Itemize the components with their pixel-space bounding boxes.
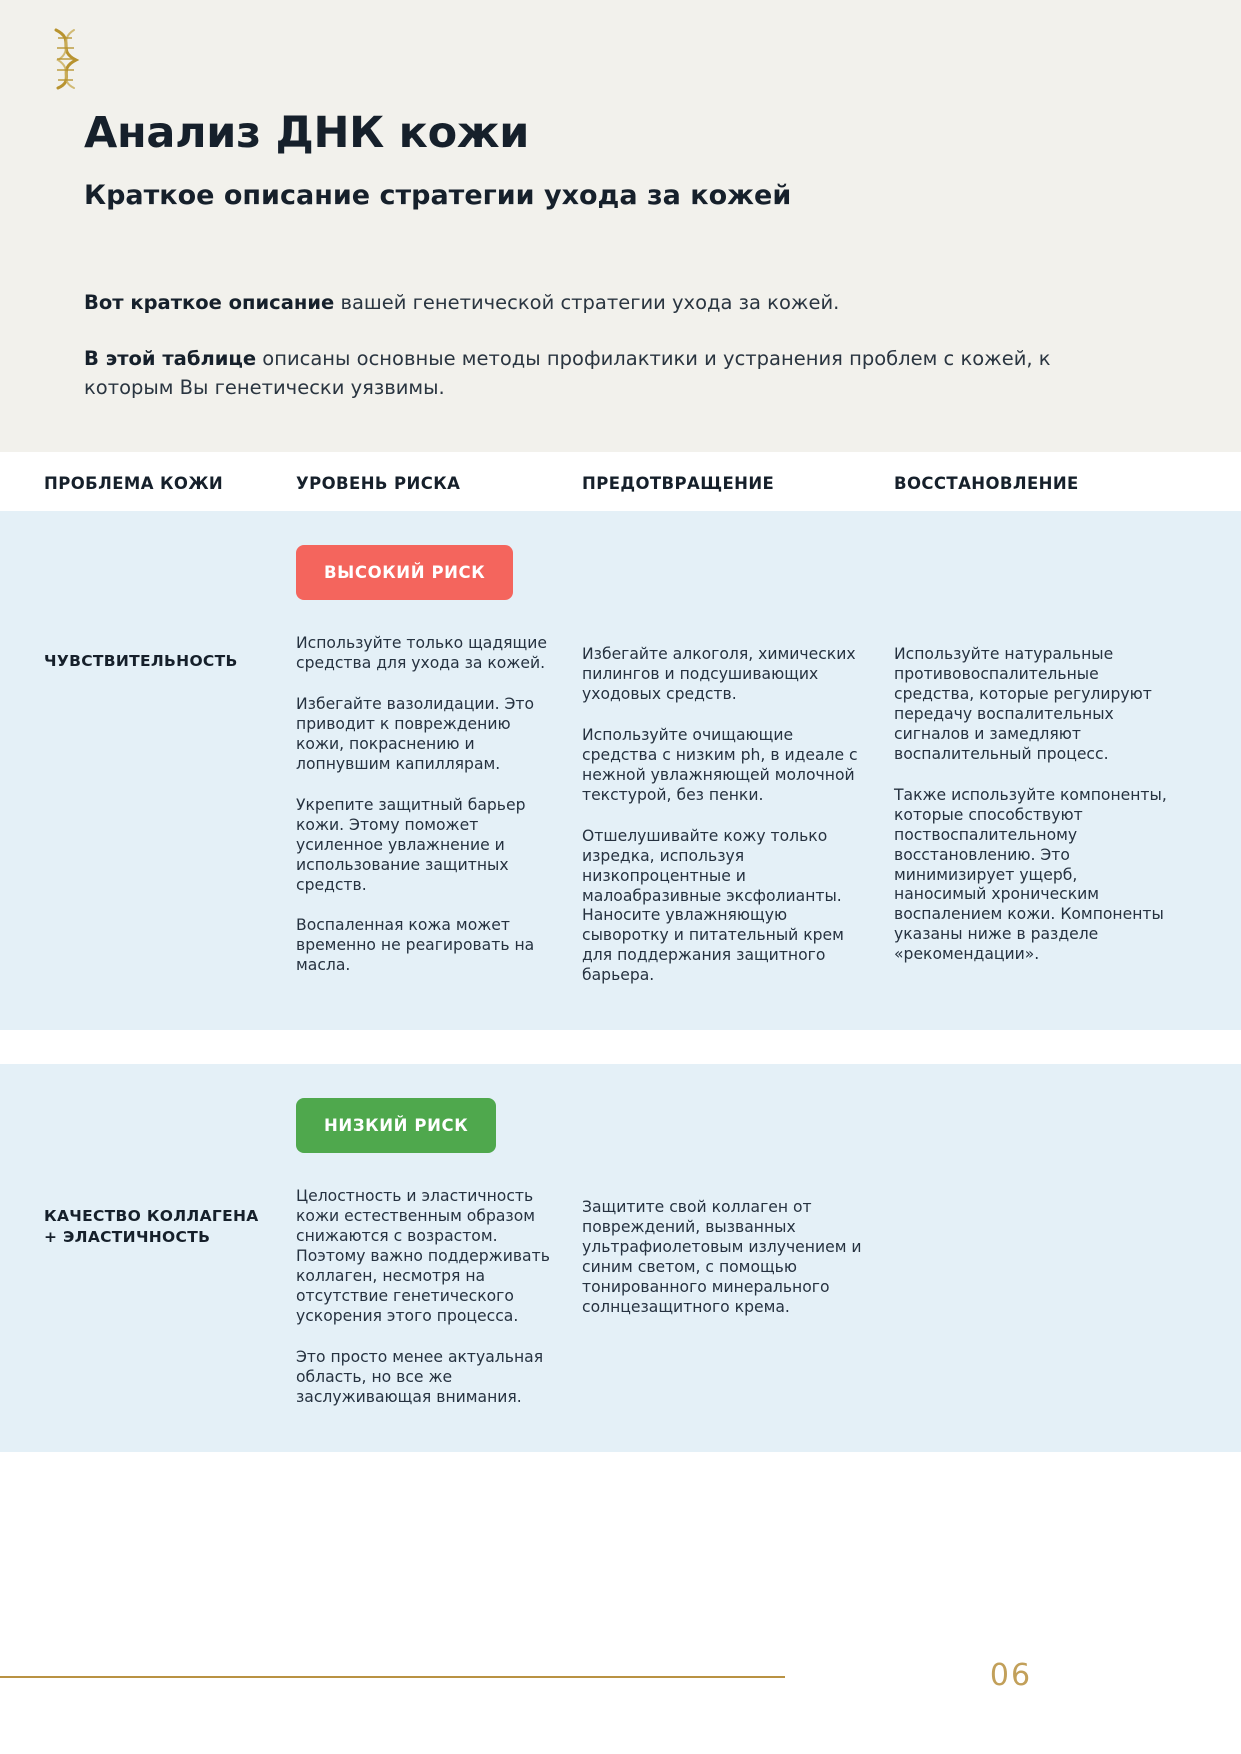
intro-paragraph-1-text: вашей генетической стратегии ухода за кожей. [334,290,840,314]
row-separator [0,1030,1241,1064]
status-badge: ВЫСОКИЙ РИСК [296,545,513,600]
row-risk-cell [296,1098,582,1408]
document-header [0,0,1241,452]
row-prevention-cell [582,545,894,986]
prevention-item: Защитите свой коллаген от повреждений, вызванных ультрафиолетовым излучением и синим светом, с помощью тонированного минерального солнцезащитного крема. [582,1198,862,1317]
column-header-risk: УРОВЕНЬ РИСКА [296,474,461,493]
risk-note: Используйте только щадящие средства для ухода за кожей. [296,634,547,672]
page-subtitle: Краткое описание стратегии ухода за кожей [84,180,792,211]
row-risk-notes [296,1187,556,1408]
row-risk-cell [296,545,582,986]
dna-logo-icon [46,28,86,90]
risk-note: Воспаленная кожа может временно не реагировать на масла. [296,916,535,975]
risk-note: Укрепите защитный барьер кожи. Этому поможет усиленное увлажнение и использование защитных средств. [296,795,526,894]
recovery-item: Также используйте компоненты, которые способствуют поствоспалительному восстановлению. Это минимизирует ущерб, наносимый хроническим воспалением кожи. Компоненты указаны ниже в разделе «рекомендации». [894,785,1167,964]
intro-paragraph-2-lead: В этой таблице [84,346,257,370]
row-prevention-cell [582,1098,894,1408]
table-header-row [0,452,1241,511]
footer-divider [0,1676,785,1678]
prevention-item: Используйте очищающие средства с низким ph, в идеале с нежной увлажняющей молочной текстурой, без пенки. [582,725,858,804]
risk-badge-holder [296,1098,556,1153]
row-problem-label: КАЧЕСТВО КОЛЛАГЕНА + ЭЛАСТИЧНОСТЬ [44,1207,259,1247]
column-header-problem: ПРОБЛЕМА КОЖИ [44,474,224,493]
risk-note: Это просто менее актуальная область, но все же заслуживающая внимания. [296,1347,544,1406]
page-title: Анализ ДНК кожи [84,108,530,158]
page-footer [0,1658,1241,1754]
risk-note: Избегайте вазолидации. Это приводит к повреждению кожи, покраснению и лопнувшим капиллярам. [296,694,535,773]
column-header-recovery: ВОССТАНОВЛЕНИЕ [894,474,1079,493]
intro-paragraph-1-lead: Вот краткое описание [84,290,335,314]
risk-note: Целостность и эластичность кожи естественным образом снижаются с возрастом. Поэтому важно поддерживать коллаген, несмотря на отсутствие генетического ускорения этого процесса. [296,1187,550,1326]
risk-badge-holder [296,545,556,600]
row-recovery-cell [894,545,1197,986]
prevention-item: Избегайте алкоголя, химических пилингов и подсушивающих уходовых средств. [582,645,856,703]
page-number: 06 [989,1658,1033,1693]
recovery-item: Используйте натуральные противовоспалительные средства, которые регулируют передачу воспалительных сигналов и замедляют воспалительный процесс. [894,645,1152,763]
table-row [0,1064,1241,1452]
status-badge: НИЗКИЙ РИСК [296,1098,496,1153]
row-problem-label: ЧУВСТВИТЕЛЬНОСТЬ [44,652,238,670]
intro-paragraph-1 [84,288,1094,317]
row-recovery-cell [894,1098,1197,1408]
intro-paragraph-2 [84,344,1094,403]
intro-paragraph-2-text: описаны основные методы профилактики и устранения проблем с кожей, к которым Вы генетически уязвимы. [84,346,1051,399]
column-header-prevention: ПРЕДОТВРАЩЕНИЕ [582,474,775,493]
skin-strategy-table [0,452,1241,1452]
table-row [0,511,1241,1030]
row-risk-notes [296,634,556,976]
prevention-item: Отшелушивайте кожу только изредка, используя низкопроцентные и малоабразивные эксфолианты. Наносите увлажняющую сыворотку и питательный крем для поддержания защитного барьера. [582,826,844,985]
